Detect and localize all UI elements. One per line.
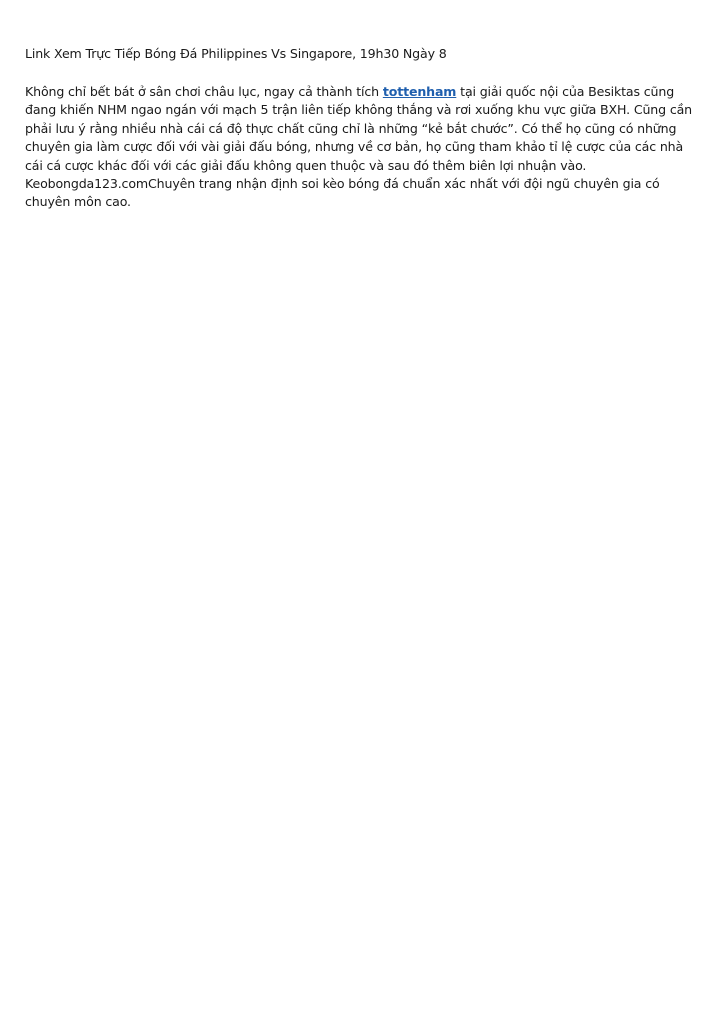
tottenham-link[interactable]: tottenham xyxy=(382,84,457,99)
document-paragraph xyxy=(25,83,697,212)
paragraph-text-before-link: Không chỉ bết bát ở sân chơi châu lục, ngay cả thành tích xyxy=(25,84,383,99)
paragraph-text-after-link: tại giải quốc nội của Besiktas cũng đang khiến NHM ngao ngán với mạch 5 trận liên tiếp không thắng và rơi xuống khu vực giữa BXH. Cũng cần phải lưu ý rằng nhiều nhà cái cá độ thực chất cũng chỉ là những “kẻ bắt chước”. Có thể họ cũng có những chuyên gia làm cược đối với vài giải đấu bóng, nhưng về cơ bản, họ cũng tham khảo tỉ lệ cược của các nhà cái cá cược khác đối với các giải đấu không quen thuộc và sau đó thêm biên lợi nhuận vào. Keobongda123.comChuyên trang nhận định soi kèo bóng đá chuẩn xác nhất với đội ngũ chuyên gia có chuyên môn cao. xyxy=(25,84,693,210)
document-title: Link Xem Trực Tiếp Bóng Đá Philippines Vs Singapore, 19h30 Ngày 8 xyxy=(25,46,447,61)
